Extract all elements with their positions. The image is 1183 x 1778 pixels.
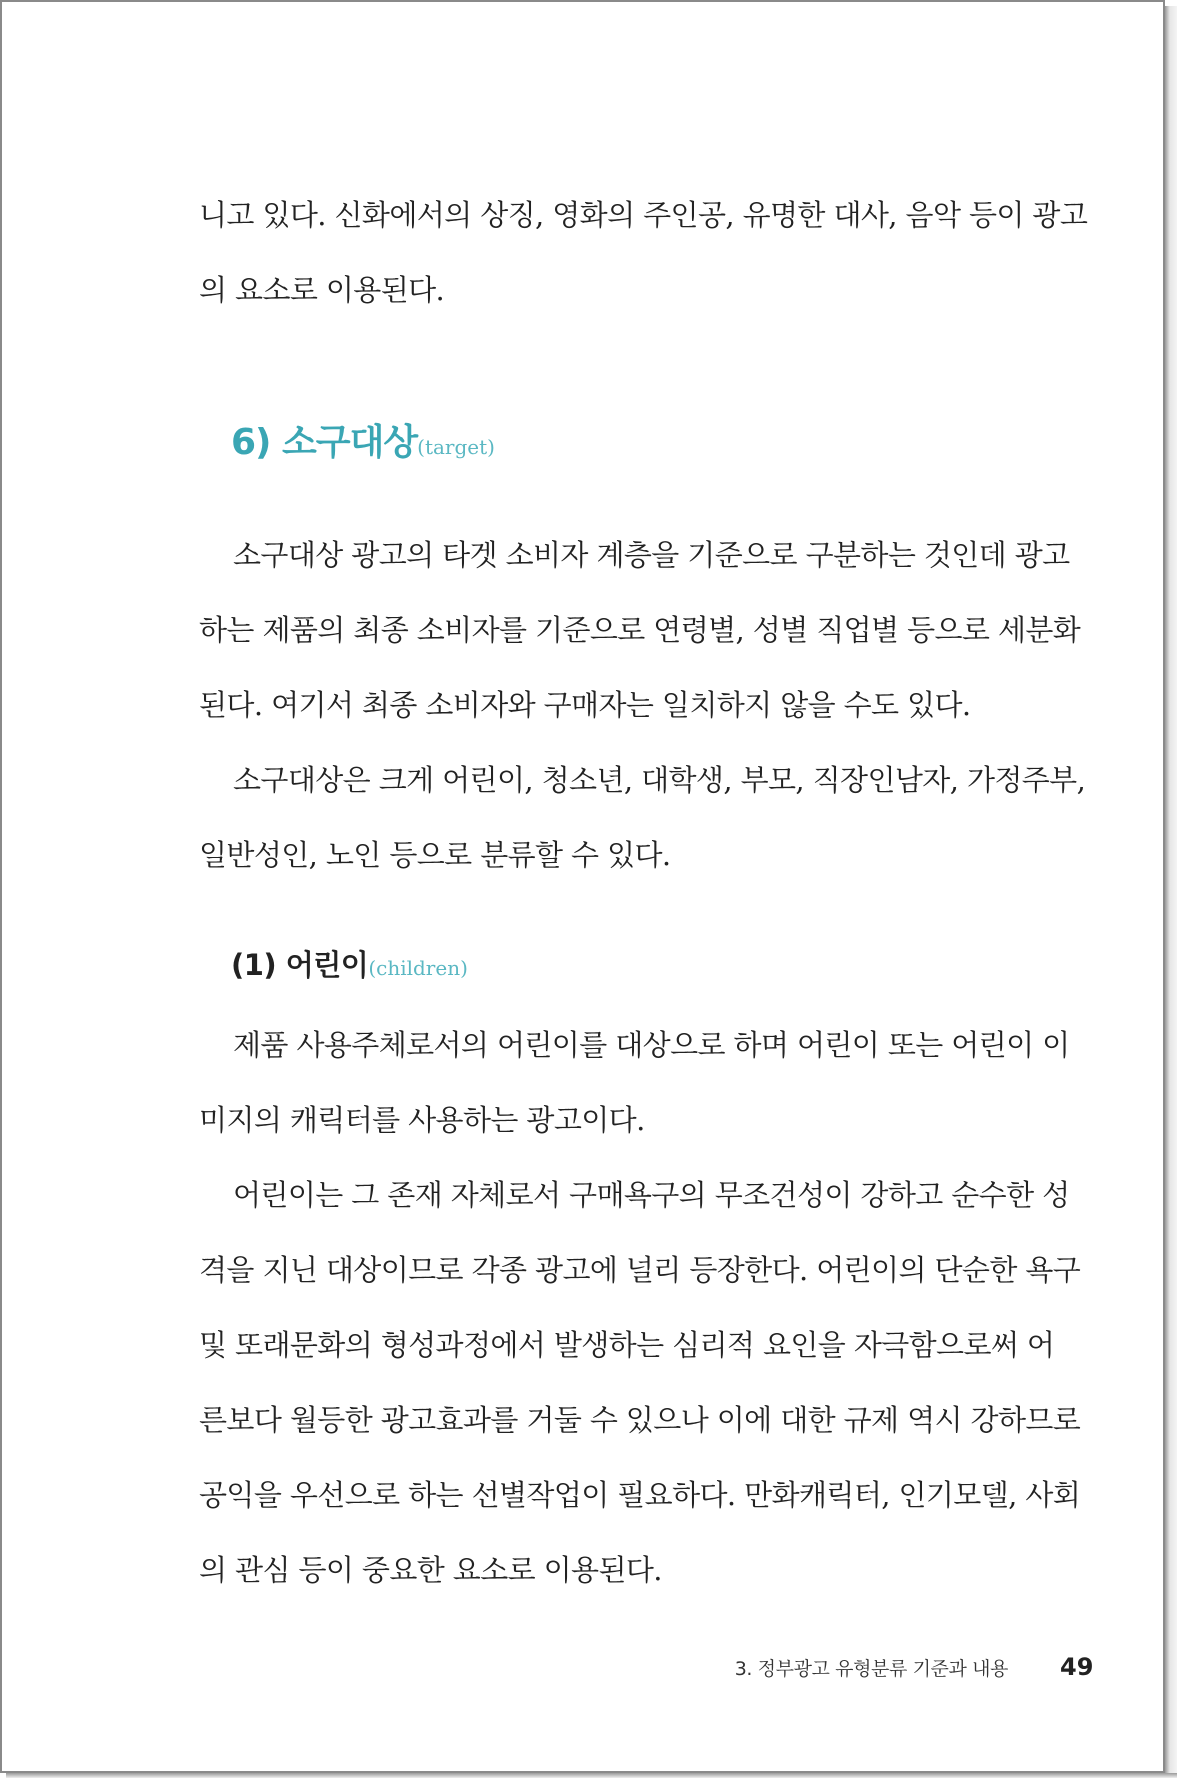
section-p1-line-2: 하는 제품의 최종 소비자를 기준으로 연령별, 성별 직업별 등으로 세분화	[199, 613, 1081, 647]
subsection-heading	[231, 944, 468, 989]
subsection-p1-line-2: 미지의 캐릭터를 사용하는 광고이다.	[199, 1103, 645, 1137]
section-heading-title: 6) 소구대상	[231, 422, 418, 463]
footer-chapter-title: 3. 정부광고 유형분류 기준과 내용	[734, 1658, 1008, 1680]
intro-line-2: 의 요소로 이용된다.	[199, 273, 445, 307]
page-number: 49	[1060, 1653, 1094, 1681]
intro-line-1: 니고 있다. 신화에서의 상징, 영화의 주인공, 유명한 대사, 음악 등이 광고	[199, 198, 1088, 232]
page-shadow-bottom	[6, 1773, 1177, 1778]
subsection-p2-line-6: 의 관심 등이 중요한 요소로 이용된다.	[199, 1553, 662, 1587]
page-shadow-right	[1165, 6, 1177, 1778]
section-heading-english: (target)	[417, 435, 495, 459]
section-p1-line-3: 된다. 여기서 최종 소비자와 구매자는 일치하지 않을 수도 있다.	[199, 688, 971, 722]
subsection-p2-line-1: 어린이는 그 존재 자체로서 구매욕구의 무조건성이 강하고 순수한 성	[233, 1178, 1070, 1212]
subsection-p2-line-5: 공익을 우선으로 하는 선별작업이 필요하다. 만화캐릭터, 인기모델, 사회	[199, 1478, 1081, 1512]
section-heading	[231, 418, 495, 472]
section-p2-line-1: 소구대상은 크게 어린이, 청소년, 대학생, 부모, 직장인남자, 가정주부,	[233, 763, 1086, 797]
subsection-p2-line-3: 및 또래문화의 형성과정에서 발생하는 심리적 요인을 자극함으로써 어	[199, 1328, 1055, 1362]
section-p1-line-1: 소구대상 광고의 타겟 소비자 계층을 기준으로 구분하는 것인데 광고	[233, 538, 1070, 572]
subsection-p2-line-2: 격을 지닌 대상이므로 각종 광고에 널리 등장한다. 어린이의 단순한 욕구	[199, 1253, 1081, 1287]
section-p2-line-2: 일반성인, 노인 등으로 분류할 수 있다.	[199, 838, 671, 872]
subsection-p2-line-4: 른보다 월등한 광고효과를 거둘 수 있으나 이에 대한 규제 역시 강하므로	[199, 1403, 1081, 1437]
subsection-heading-title: (1) 어린이	[231, 948, 369, 982]
subsection-heading-english: (children)	[368, 956, 468, 980]
subsection-p1-line-1: 제품 사용주체로서의 어린이를 대상으로 하며 어린이 또는 어린이 이	[233, 1028, 1070, 1062]
